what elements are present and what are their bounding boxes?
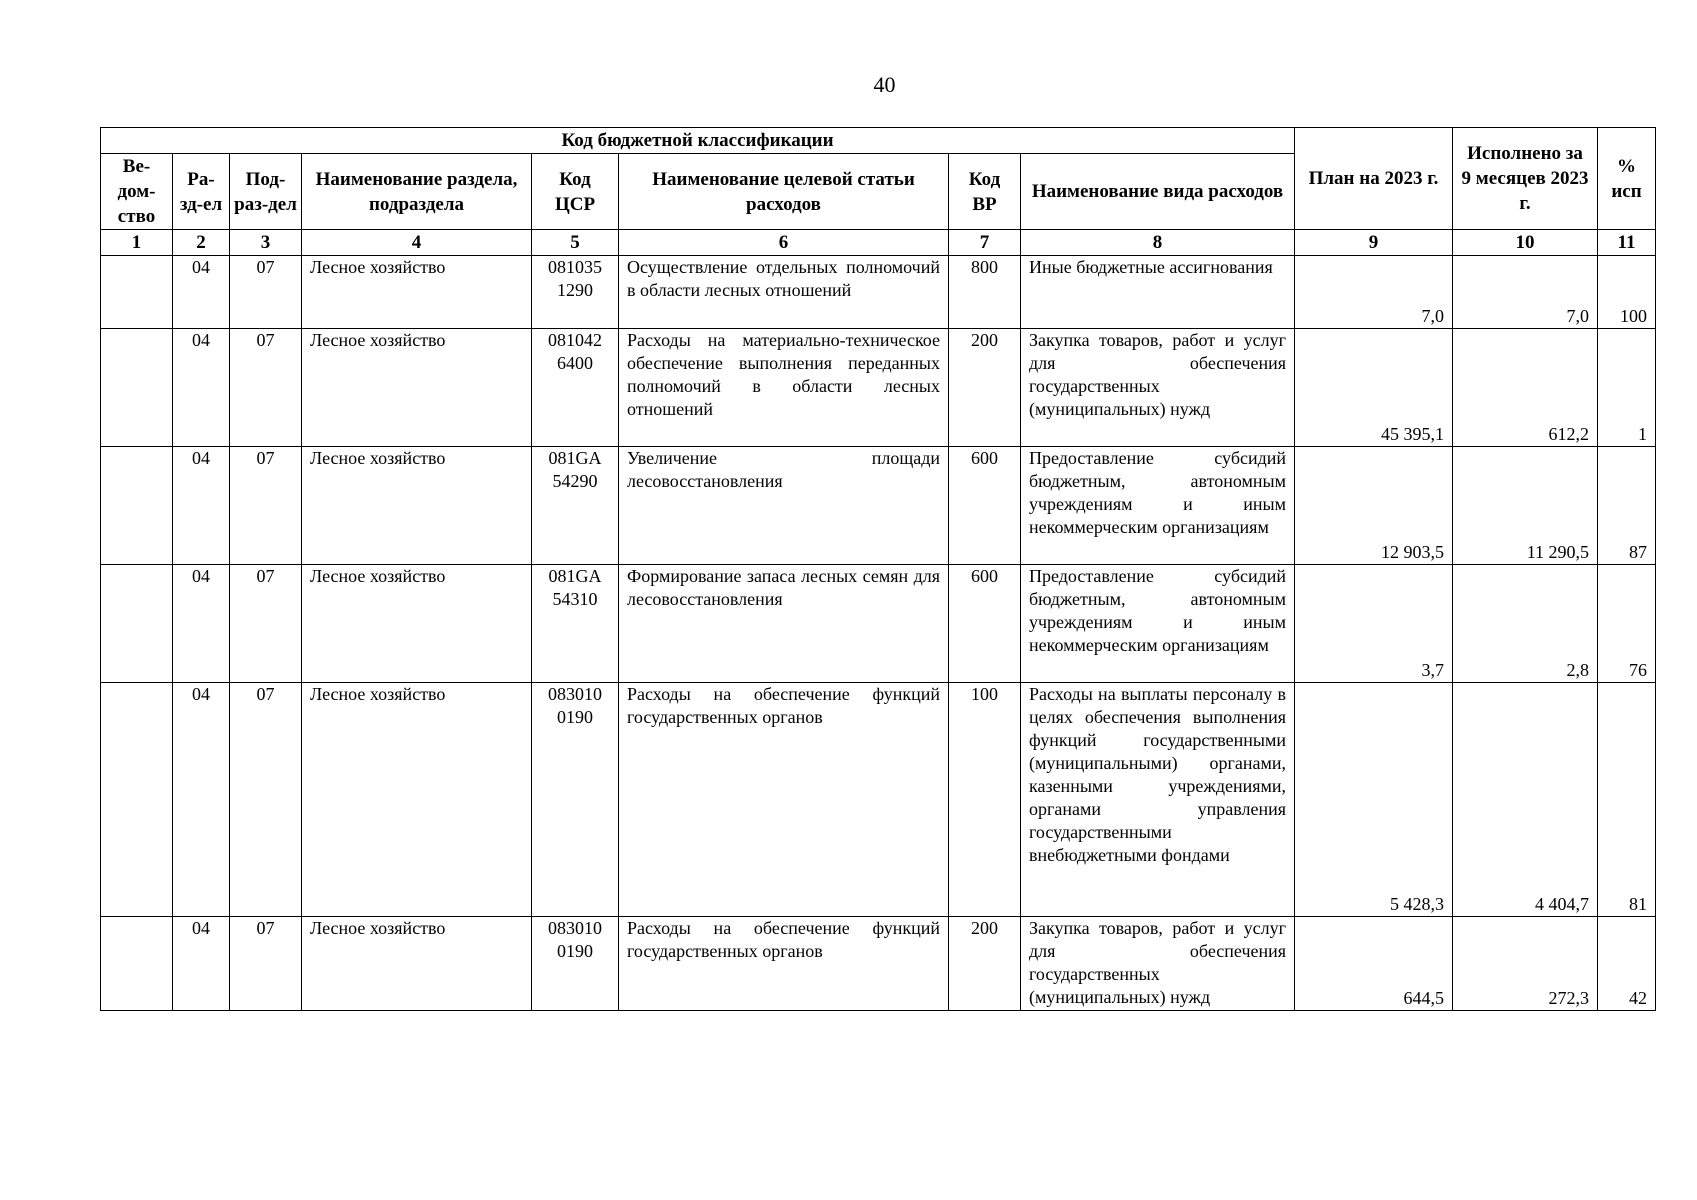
cell-podrazdel: 07 bbox=[230, 917, 302, 1011]
cell-plan: 644,5 bbox=[1295, 917, 1453, 1011]
cell-csr: 083010 0190 bbox=[532, 683, 619, 917]
budget-table bbox=[100, 127, 1656, 1011]
cell-plan: 7,0 bbox=[1295, 256, 1453, 329]
cell-vedomstvo bbox=[101, 565, 173, 683]
cell-plan: 12 903,5 bbox=[1295, 447, 1453, 565]
table-row bbox=[101, 447, 1656, 565]
header-plan: План на 2023 г. bbox=[1295, 128, 1453, 230]
col-number: 5 bbox=[532, 230, 619, 256]
col-number: 2 bbox=[173, 230, 230, 256]
cell-plan: 3,7 bbox=[1295, 565, 1453, 683]
cell-vedomstvo bbox=[101, 447, 173, 565]
cell-razdel: 04 bbox=[173, 329, 230, 447]
cell-vedomstvo bbox=[101, 683, 173, 917]
header-razdel: Ра-зд-ел bbox=[173, 154, 230, 230]
cell-plan: 45 395,1 bbox=[1295, 329, 1453, 447]
cell-target-name: Расходы на обеспечение функций государственных органов bbox=[619, 683, 949, 917]
cell-vedomstvo bbox=[101, 917, 173, 1011]
cell-done: 7,0 bbox=[1453, 256, 1598, 329]
table-row bbox=[101, 565, 1656, 683]
cell-target-name: Формирование запаса лесных семян для лесовосстановления bbox=[619, 565, 949, 683]
cell-podrazdel: 07 bbox=[230, 565, 302, 683]
cell-vedomstvo bbox=[101, 329, 173, 447]
cell-target-name: Осуществление отдельных полномочий в области лесных отношений bbox=[619, 256, 949, 329]
cell-vedomstvo bbox=[101, 256, 173, 329]
col-number: 11 bbox=[1598, 230, 1656, 256]
cell-razdel-name: Лесное хозяйство bbox=[302, 917, 532, 1011]
cell-vr-name: Предоставление субсидий бюджетным, автономным учреждениям и иным некоммерческим организациям bbox=[1021, 447, 1295, 565]
table-row bbox=[101, 683, 1656, 917]
cell-razdel-name: Лесное хозяйство bbox=[302, 565, 532, 683]
col-number: 7 bbox=[949, 230, 1021, 256]
group-header: Код бюджетной классификации bbox=[101, 128, 1295, 154]
cell-pct: 81 bbox=[1598, 683, 1656, 917]
header-razdel-name: Наименование раздела, подраздела bbox=[302, 154, 532, 230]
cell-podrazdel: 07 bbox=[230, 683, 302, 917]
col-number: 4 bbox=[302, 230, 532, 256]
col-number: 10 bbox=[1453, 230, 1598, 256]
cell-csr: 081042 6400 bbox=[532, 329, 619, 447]
cell-vr-name: Предоставление субсидий бюджетным, автономным учреждениям и иным некоммерческим организациям bbox=[1021, 565, 1295, 683]
cell-podrazdel: 07 bbox=[230, 447, 302, 565]
cell-pct: 87 bbox=[1598, 447, 1656, 565]
cell-vr: 200 bbox=[949, 329, 1021, 447]
cell-done: 4 404,7 bbox=[1453, 683, 1598, 917]
cell-csr: 081GA 54290 bbox=[532, 447, 619, 565]
cell-vr-name: Иные бюджетные ассигнования bbox=[1021, 256, 1295, 329]
header-podrazdel: Под-раз-дел bbox=[230, 154, 302, 230]
cell-vr-name: Закупка товаров, работ и услуг для обеспечения государственных (муниципальных) нужд bbox=[1021, 917, 1295, 1011]
cell-vr: 600 bbox=[949, 565, 1021, 683]
header-pct: % исп bbox=[1598, 128, 1656, 230]
cell-csr: 081035 1290 bbox=[532, 256, 619, 329]
cell-done: 2,8 bbox=[1453, 565, 1598, 683]
cell-razdel-name: Лесное хозяйство bbox=[302, 447, 532, 565]
cell-podrazdel: 07 bbox=[230, 256, 302, 329]
cell-razdel: 04 bbox=[173, 447, 230, 565]
table-row bbox=[101, 256, 1656, 329]
header-csr: Код ЦСР bbox=[532, 154, 619, 230]
cell-plan: 5 428,3 bbox=[1295, 683, 1453, 917]
page-number: 40 bbox=[873, 72, 896, 97]
cell-razdel-name: Лесное хозяйство bbox=[302, 329, 532, 447]
cell-razdel: 04 bbox=[173, 565, 230, 683]
cell-razdel-name: Лесное хозяйство bbox=[302, 683, 532, 917]
header-vedomstvo: Ве-дом-ство bbox=[101, 154, 173, 230]
cell-done: 612,2 bbox=[1453, 329, 1598, 447]
cell-pct: 1 bbox=[1598, 329, 1656, 447]
cell-vr: 200 bbox=[949, 917, 1021, 1011]
cell-vr: 600 bbox=[949, 447, 1021, 565]
header-target-name: Наименование целевой статьи расходов bbox=[619, 154, 949, 230]
cell-pct: 76 bbox=[1598, 565, 1656, 683]
col-number: 1 bbox=[101, 230, 173, 256]
cell-target-name: Увеличение площади лесовосстановления bbox=[619, 447, 949, 565]
cell-vr: 100 bbox=[949, 683, 1021, 917]
cell-pct: 100 bbox=[1598, 256, 1656, 329]
cell-target-name: Расходы на материально-техническое обеспечение выполнения переданных полномочий в области лесных отношений bbox=[619, 329, 949, 447]
cell-csr: 081GA 54310 bbox=[532, 565, 619, 683]
cell-podrazdel: 07 bbox=[230, 329, 302, 447]
col-number: 3 bbox=[230, 230, 302, 256]
cell-done: 272,3 bbox=[1453, 917, 1598, 1011]
cell-done: 11 290,5 bbox=[1453, 447, 1598, 565]
col-number: 6 bbox=[619, 230, 949, 256]
cell-razdel: 04 bbox=[173, 683, 230, 917]
cell-vr-name: Закупка товаров, работ и услуг для обеспечения государственных (муниципальных) нужд bbox=[1021, 329, 1295, 447]
header-vr: Код ВР bbox=[949, 154, 1021, 230]
cell-pct: 42 bbox=[1598, 917, 1656, 1011]
cell-vr: 800 bbox=[949, 256, 1021, 329]
cell-razdel: 04 bbox=[173, 256, 230, 329]
cell-razdel-name: Лесное хозяйство bbox=[302, 256, 532, 329]
cell-razdel: 04 bbox=[173, 917, 230, 1011]
header-done: Исполнено за 9 месяцев 2023 г. bbox=[1453, 128, 1598, 230]
table-row bbox=[101, 329, 1656, 447]
cell-csr: 083010 0190 bbox=[532, 917, 619, 1011]
table-row bbox=[101, 917, 1656, 1011]
header-vr-name: Наименование вида расходов bbox=[1021, 154, 1295, 230]
col-number: 8 bbox=[1021, 230, 1295, 256]
col-number: 9 bbox=[1295, 230, 1453, 256]
cell-target-name: Расходы на обеспечение функций государственных органов bbox=[619, 917, 949, 1011]
cell-vr-name: Расходы на выплаты персоналу в целях обеспечения выполнения функций государственными (муниципальными) органами, казенными учреждениями, органами управления государственными внебюджетными фондами bbox=[1021, 683, 1295, 917]
